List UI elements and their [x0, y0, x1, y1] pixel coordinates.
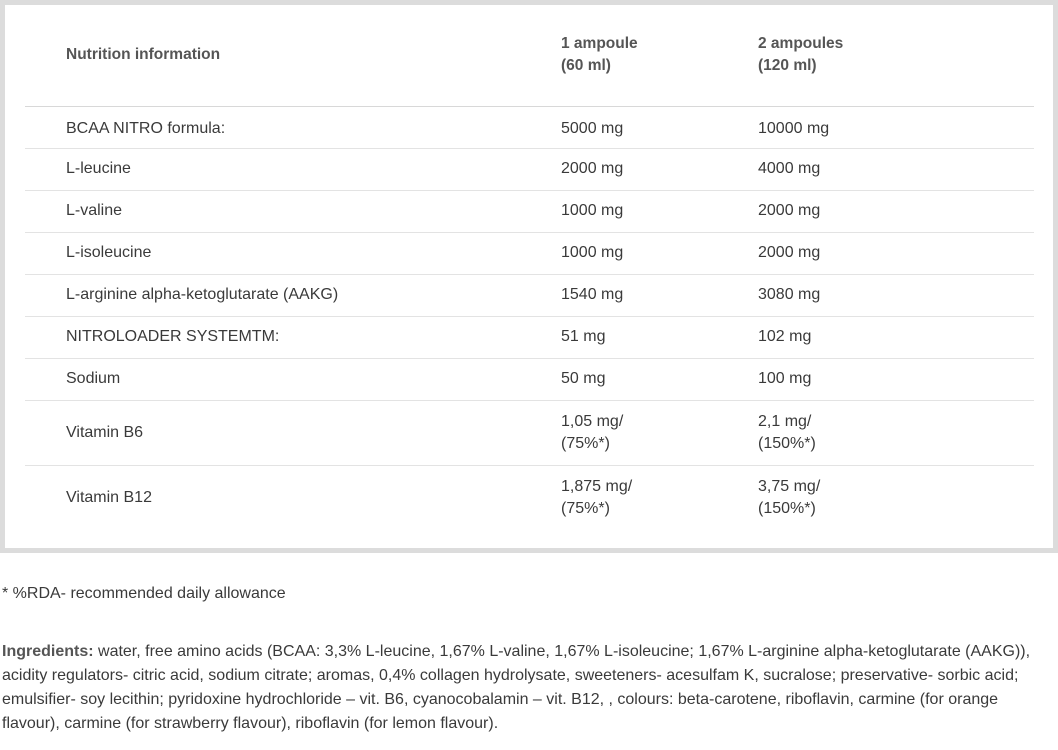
table-row [25, 274, 1034, 316]
ingredients-text: water, free amino acids (BCAA: 3,3% L-leucine, 1,67% L-valine, 1,67% L-isoleucine; 1,67% L-arginine alpha-ketoglutarate (AAKG)), acidity regulators- citric acid, sodium citrate; aromas, 0,4% collagen hydrolysate, sweeteners- acesulfam K, sucralose; preservative- sorbic acid; emulsifier- soy lecithin; pyridoxine hydrochloride – vit. B6, cyanocobalamin – vit. B12, , colours: beta-carotene, riboflavin, carmine (for orange flavour), carmine (for strawberry flavour), riboflavin (for lemon flavour). [2, 643, 1031, 732]
value-1-ampoule: 1540 mg [561, 286, 624, 303]
table-header-row [25, 5, 1034, 106]
value-1-ampoule: 1000 mg [561, 244, 624, 261]
value-2-ampoules [730, 400, 1034, 465]
nutrient-name: Vitamin B12 [66, 488, 152, 506]
value-line: 1,05 mg/ [561, 412, 624, 430]
nutrient-name: L-leucine [66, 160, 131, 177]
rda-percent: (150%*) [758, 434, 816, 452]
rda-percent: (75%*) [561, 499, 610, 517]
value-1-ampoule [533, 400, 730, 465]
nutrient-name: NITROLOADER SYSTEMTM: [66, 328, 280, 345]
rda-percent: (75%*) [561, 434, 610, 452]
value-2-ampoules: 2000 mg [758, 244, 821, 261]
value-1-ampoule: 2000 mg [561, 160, 624, 177]
table-row [25, 190, 1034, 232]
header-col-2-ampoules [730, 5, 1034, 106]
value-line: 1,875 mg/ [561, 477, 633, 495]
value-1-ampoule: 5000 mg [561, 119, 624, 137]
value-2-ampoules: 10000 mg [758, 119, 830, 137]
value-1-ampoule: 51 mg [561, 328, 606, 345]
rda-footnote: * %RDA- recommended daily allowance [2, 585, 286, 602]
nutrient-name: L-valine [66, 202, 123, 219]
value-2-ampoules: 102 mg [758, 328, 812, 345]
value-1-ampoule: 50 mg [561, 370, 606, 387]
value-2-ampoules [730, 465, 1034, 530]
ingredients-paragraph [2, 640, 1054, 736]
header-col-1-line-1: 1 ampoule [561, 35, 638, 53]
value-2-ampoules: 3080 mg [758, 286, 821, 303]
table-row [25, 400, 1034, 465]
header-col-2-line-1: 2 ampoules [758, 35, 844, 53]
table-row [25, 148, 1034, 190]
rda-percent: (150%*) [758, 499, 816, 517]
table-row [25, 465, 1034, 530]
nutrient-name: BCAA NITRO formula: [66, 119, 226, 137]
table-row [25, 106, 1034, 148]
header-label: Nutrition information [66, 46, 221, 64]
value-2-ampoules: 4000 mg [758, 160, 821, 177]
value-1-ampoule: 1000 mg [561, 202, 624, 219]
ingredients-label: Ingredients: [2, 643, 94, 660]
nutrient-name: L-isoleucine [66, 244, 152, 261]
header-col-1-line-2: (60 ml) [561, 57, 611, 75]
table-row [25, 358, 1034, 400]
nutrition-table [25, 5, 1034, 530]
nutrient-name: Sodium [66, 370, 121, 387]
value-2-ampoules: 2000 mg [758, 202, 821, 219]
value-line: 2,1 mg/ [758, 412, 812, 430]
value-2-ampoules: 100 mg [758, 370, 812, 387]
nutrient-name: L-arginine alpha-ketoglutarate (AAKG) [66, 286, 339, 303]
nutrient-name: Vitamin B6 [66, 423, 144, 441]
value-line: 3,75 mg/ [758, 477, 821, 495]
header-col-1-ampoule [533, 5, 730, 106]
table-row [25, 232, 1034, 274]
table-row [25, 316, 1034, 358]
value-1-ampoule [533, 465, 730, 530]
header-col-2-line-2: (120 ml) [758, 57, 817, 75]
